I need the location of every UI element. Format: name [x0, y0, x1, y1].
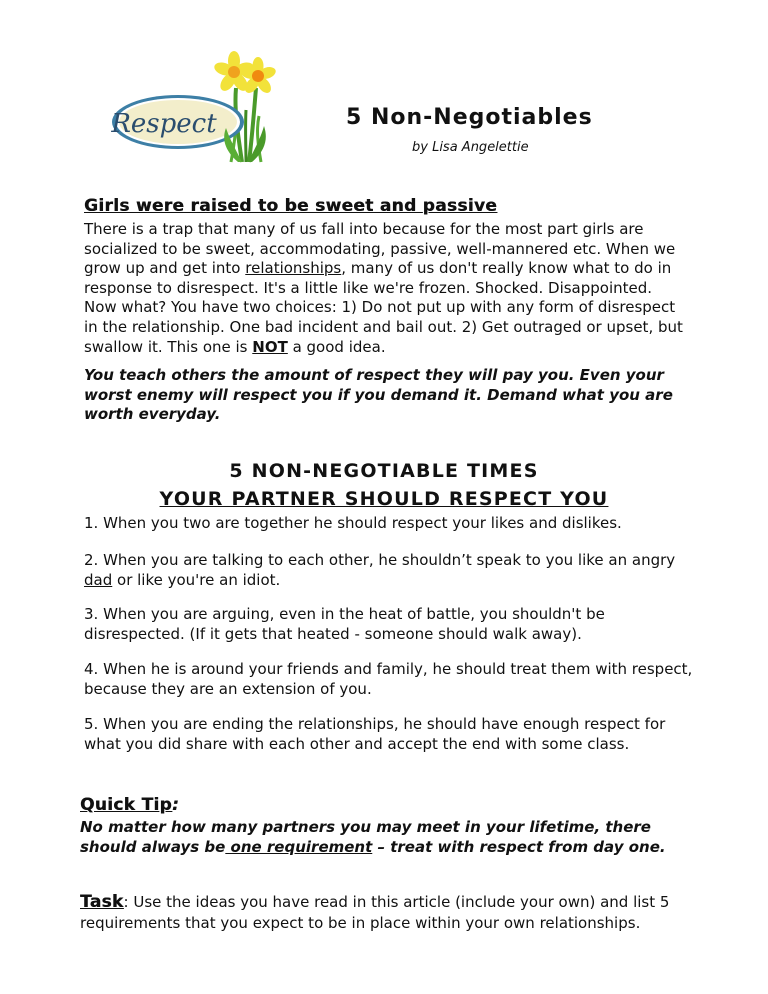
list-item-3: 3. When you are arguing, even in the heat of battle, you shouldn't be disrespected. (If it gets that heated - someone should walk away). [84, 605, 605, 643]
relationships-link[interactable]: relationships [245, 259, 342, 278]
logo-text: Respect [111, 109, 217, 139]
intro-text-3: a good idea. [287, 337, 386, 356]
respect-logo [106, 50, 276, 168]
list-heading-line2: YOUR PARTNER SHOULD RESPECT YOU [159, 488, 609, 510]
list-heading-line1: 5 NON-NEGOTIABLE TIMES [229, 460, 539, 482]
not-emphasis: NOT [252, 337, 288, 356]
one-requirement-emphasis: one requirement [225, 837, 373, 856]
quick-tip-text-b: – treat with respect from day one. [372, 837, 666, 856]
list-item-2-text-a: 2. When you are talking to each other, he shouldn’t speak to you like an angry [84, 551, 676, 569]
respect-quote: You teach others the amount of respect they will pay you. Even your worst enemy will respect you if you demand it. Demand what you are worth everyday. [84, 366, 673, 424]
list-item-4: 4. When he is around your friends and family, he should treat them with respect, because they are an extension of you. [84, 660, 693, 698]
section-heading-girls: Girls were raised to be sweet and passive [84, 196, 498, 216]
document-title: 5 Non-Negotiables [346, 105, 593, 130]
dad-link[interactable]: dad [84, 570, 113, 589]
list-item-2-text-b: or like you're an idiot. [112, 570, 281, 589]
task-body: Use the ideas you have read in this article (include your own) and list 5 requirements that you expect to be in place within your own relationships. [80, 893, 670, 932]
quick-tip-colon: : [171, 795, 180, 815]
list-item-2 [84, 551, 694, 590]
list-item-1: 1. When you two are together he should respect your likes and dislikes. [84, 514, 622, 532]
quick-tip-label: Quick Tip [80, 795, 172, 815]
intro-text-1: There is a trap that many of us fall into because for the most part girls are socialized to be sweet, accommodating, passive, well-mannered etc. When we grow up and get into [84, 220, 676, 278]
intro-paragraph [84, 220, 684, 357]
quick-tip-heading [80, 795, 179, 815]
task-paragraph [80, 892, 700, 934]
task-label: Task [80, 892, 124, 912]
quick-tip-text-a: No matter how many partners you may meet in your lifetime, there should always be [80, 818, 651, 856]
task-colon: : [123, 893, 129, 911]
author-byline: by Lisa Angelettie [412, 140, 529, 155]
quick-tip-body [80, 818, 700, 857]
intro-text-2: , many of us don't really know what to do in response to disrespect. It's a little like we're frozen. Shocked. Disappointed. Now what? You have two choices: 1) Do not put up with any form of disrespect in the relationship. One bad incident and bail out. 2) Get outraged or upset, but swallow it. This one is [84, 259, 683, 356]
daffodil-logo-graphic [106, 50, 276, 168]
list-item-5: 5. When you are ending the relationships, he should have enough respect for what you did share with each other and accept the end with some class. [84, 715, 666, 753]
